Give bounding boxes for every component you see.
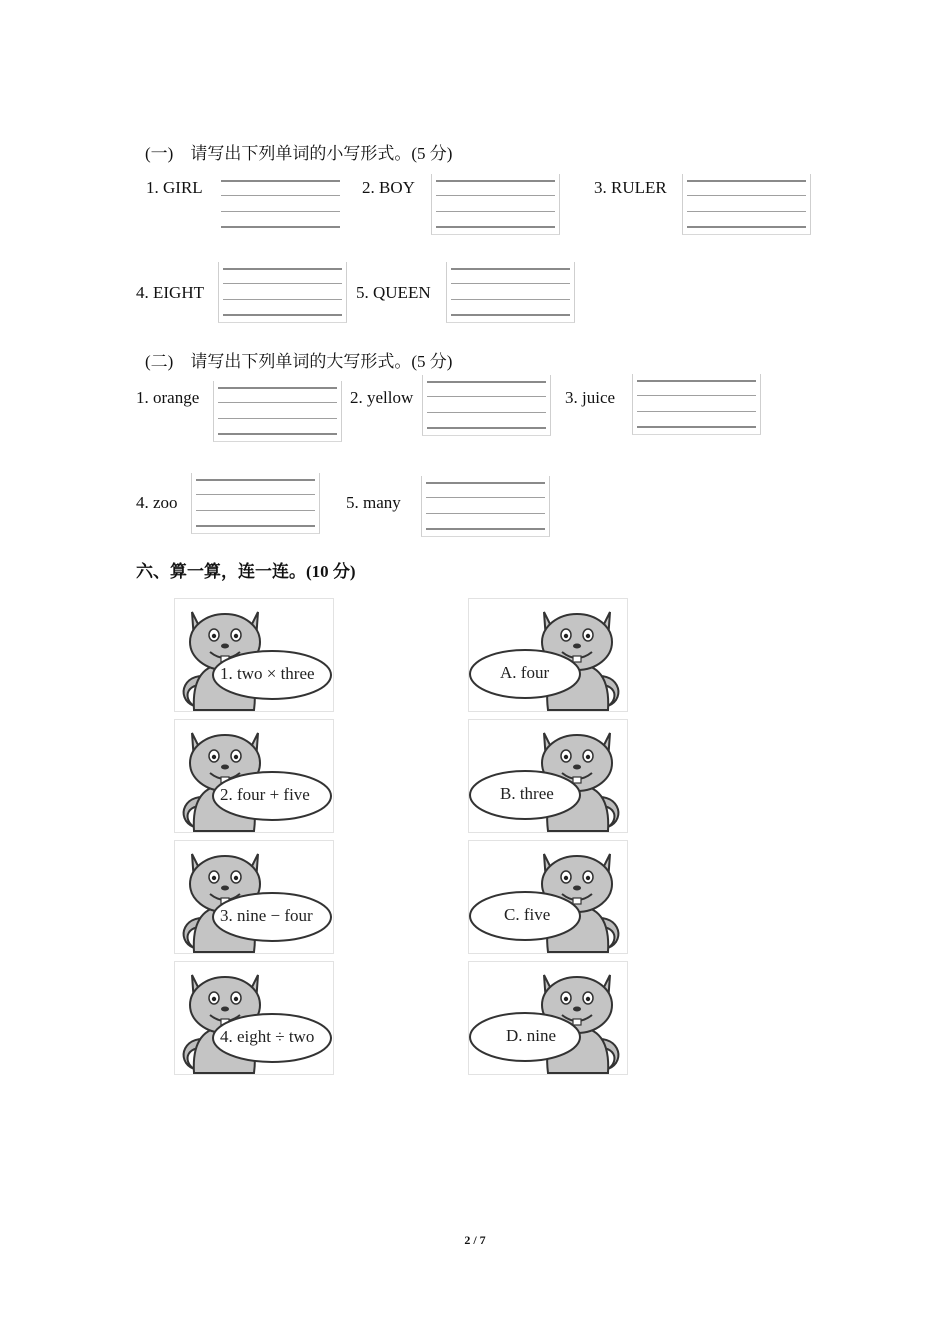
left-card-2-label: 2. four + five bbox=[220, 785, 310, 804]
s1-item-3: 3. RULER bbox=[594, 178, 667, 197]
s1-item-1: 1. GIRL bbox=[146, 178, 203, 197]
right-card-b[interactable] bbox=[468, 719, 628, 833]
s1-answer-box-3[interactable] bbox=[682, 174, 811, 235]
cat-icon bbox=[468, 840, 628, 954]
s1-item-4: 4. EIGHT bbox=[136, 283, 204, 302]
s2-answer-box-4[interactable] bbox=[191, 473, 320, 534]
cat-icon bbox=[174, 961, 334, 1075]
section3-heading: 六、算一算，连一连。(10 分) bbox=[136, 562, 356, 581]
s1-answer-box-1[interactable] bbox=[217, 174, 344, 234]
right-card-d-label: D. nine bbox=[506, 1026, 557, 1045]
s2-answer-box-1[interactable] bbox=[213, 381, 342, 442]
left-card-3[interactable] bbox=[174, 840, 334, 954]
left-card-1[interactable] bbox=[174, 598, 334, 712]
s1-item-5: 5. QUEEN bbox=[356, 283, 431, 302]
left-card-1-label: 1. two × three bbox=[220, 664, 315, 683]
left-card-4[interactable] bbox=[174, 961, 334, 1075]
s1-answer-box-5[interactable] bbox=[446, 262, 575, 323]
s2-item-2: 2. yellow bbox=[350, 388, 414, 407]
cat-icon bbox=[468, 961, 628, 1075]
s2-answer-box-2[interactable] bbox=[422, 375, 551, 436]
right-card-c[interactable] bbox=[468, 840, 628, 954]
s2-answer-box-3[interactable] bbox=[632, 374, 761, 435]
left-card-4-label: 4. eight ÷ two bbox=[220, 1027, 315, 1046]
s2-item-4: 4. zoo bbox=[136, 493, 178, 512]
right-card-d[interactable] bbox=[468, 961, 628, 1075]
s2-item-1: 1. orange bbox=[136, 388, 200, 407]
right-card-b-label: B. three bbox=[500, 784, 554, 803]
page-number: 2 / 7 bbox=[464, 1233, 486, 1247]
cat-icon bbox=[174, 840, 334, 954]
right-card-c-label: C. five bbox=[504, 905, 551, 924]
s2-item-3: 3. juice bbox=[565, 388, 616, 407]
section1-heading: (一) 请写出下列单词的小写形式。(5 分) bbox=[145, 144, 453, 163]
cat-icon bbox=[174, 719, 334, 833]
s1-answer-box-2[interactable] bbox=[431, 174, 560, 235]
cat-icon bbox=[468, 598, 628, 712]
s2-answer-box-5[interactable] bbox=[421, 476, 550, 537]
right-card-a-label: A. four bbox=[500, 663, 550, 682]
right-card-a[interactable] bbox=[468, 598, 628, 712]
cat-icon bbox=[468, 719, 628, 833]
s1-answer-box-4[interactable] bbox=[218, 262, 347, 323]
s2-item-5: 5. many bbox=[346, 493, 401, 512]
s1-item-2: 2. BOY bbox=[362, 178, 415, 197]
cat-icon bbox=[174, 598, 334, 712]
left-card-3-label: 3. nine − four bbox=[220, 906, 313, 925]
section2-heading: (二) 请写出下列单词的大写形式。(5 分) bbox=[145, 352, 453, 371]
left-card-2[interactable] bbox=[174, 719, 334, 833]
